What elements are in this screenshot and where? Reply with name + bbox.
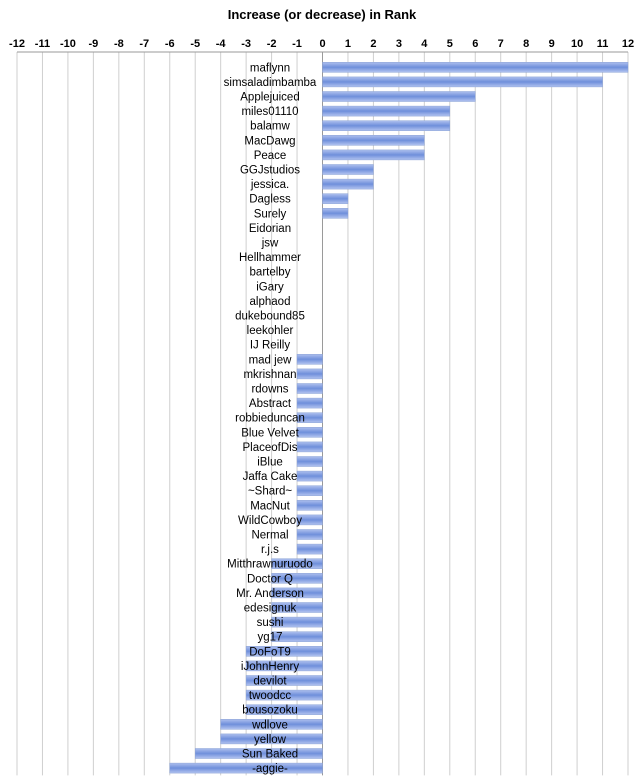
category-label: Hellhammer (239, 252, 301, 265)
category-label: DoFoT9 (249, 646, 291, 659)
category-label: twoodcc (248, 690, 292, 703)
category-label: edesignuk (243, 602, 297, 615)
category-label: leekohler (246, 325, 294, 338)
x-tick-label: -11 (34, 38, 51, 50)
category-label: jessica. (250, 179, 290, 192)
bar (323, 92, 476, 102)
x-tick-label: 9 (548, 38, 555, 50)
category-label: Eidorian (248, 222, 292, 235)
category-label: WildCowboy (238, 514, 302, 527)
category-label: mad jew (248, 354, 292, 367)
x-tick-label: -4 (215, 38, 226, 50)
x-tick-label: -5 (190, 38, 201, 50)
bar (323, 77, 603, 87)
category-label: Blue Velvet (241, 427, 299, 440)
x-tick-label: 8 (523, 38, 530, 50)
category-label: maflynn (249, 62, 291, 75)
category-label: PlaceofDis (242, 441, 298, 454)
x-tick-label: 6 (472, 38, 479, 50)
x-tick-label: -7 (139, 38, 150, 50)
category-label: bartelby (249, 266, 291, 279)
category-label: alphaod (249, 295, 291, 308)
bar (323, 106, 450, 116)
bar (297, 384, 322, 394)
category-label: r.j.s (261, 544, 279, 557)
bar (323, 62, 629, 72)
bar (323, 121, 450, 131)
category-label: Peace (253, 149, 287, 162)
x-tick-label: -2 (266, 38, 277, 50)
category-label: dukebound85 (235, 310, 305, 323)
category-label: bousozoku (242, 704, 298, 717)
category-label: simsaladimbamba (223, 76, 317, 89)
category-label: robbieduncan (235, 412, 305, 425)
category-label: Applejuiced (240, 91, 300, 104)
x-tick-label: -12 (9, 38, 25, 50)
x-tick-label: 5 (446, 38, 453, 50)
x-tick-label: 3 (395, 38, 402, 50)
bar (323, 179, 374, 189)
category-label: Doctor Q (246, 573, 294, 586)
category-label: wdlove (252, 719, 288, 732)
category-label: iBlue (257, 456, 283, 469)
x-tick-label: 1 (344, 38, 352, 50)
category-label: yellow (254, 733, 286, 746)
bar (323, 208, 348, 218)
x-tick-label: -1 (292, 38, 302, 50)
bar (297, 530, 322, 540)
category-label: GGJstudios (239, 164, 301, 177)
x-tick-label: -3 (241, 38, 252, 50)
bar (297, 442, 322, 452)
bar (323, 150, 425, 160)
bar (297, 471, 322, 481)
bar (297, 544, 322, 554)
x-tick-label: 12 (621, 38, 635, 50)
category-label: Sun Baked (241, 748, 299, 761)
category-label: sushi (256, 617, 284, 630)
x-tick-label: 0 (319, 38, 326, 50)
bar (170, 763, 323, 776)
bar (323, 135, 425, 145)
category-label: Surely (253, 208, 287, 221)
bar (297, 486, 322, 496)
category-label: miles01110 (241, 106, 299, 119)
category-label: iJohnHenry (240, 660, 300, 673)
category-label: Jaffa Cake (242, 471, 298, 484)
category-label: devilot (253, 675, 287, 688)
x-tick-label: 11 (596, 38, 609, 50)
category-label: Mr. Anderson (236, 587, 304, 600)
category-label: -aggie- (252, 763, 288, 776)
category-label: mkrishnan (243, 368, 297, 381)
category-label: yg17 (257, 631, 283, 644)
x-tick-label: -6 (164, 38, 175, 50)
category-label: jsw (261, 237, 279, 250)
x-tick-label: -8 (113, 38, 124, 50)
bar (297, 427, 322, 437)
bar (297, 457, 322, 467)
category-label: MacNut (250, 500, 290, 513)
category-label: Dagless (249, 193, 291, 206)
category-label: Nermal (251, 529, 289, 542)
x-tick-label: -10 (59, 38, 76, 50)
bar (297, 500, 322, 510)
bar (323, 165, 374, 175)
category-label: Mitthrawnuruodo (227, 558, 313, 571)
category-label: rdowns (251, 383, 289, 396)
category-label: IJ Reilly (249, 339, 291, 352)
x-tick-label: -9 (88, 38, 99, 50)
bar (323, 194, 348, 204)
bar (297, 369, 322, 379)
category-label: ~Shard~ (247, 485, 293, 498)
bar (297, 398, 322, 408)
category-label: Abstract (248, 398, 292, 411)
x-tick-label: 7 (497, 38, 504, 50)
chart-title: Increase (or decrease) in Rank (227, 7, 417, 22)
category-label: balamw (250, 120, 290, 133)
x-tick-label: 10 (570, 38, 584, 50)
x-tick-label: 4 (421, 38, 428, 50)
x-tick-label: 2 (370, 38, 377, 50)
category-label: MacDawg (244, 135, 296, 148)
bar (297, 354, 322, 364)
category-label: iGary (256, 281, 284, 294)
x-tick-labels (9, 38, 634, 50)
